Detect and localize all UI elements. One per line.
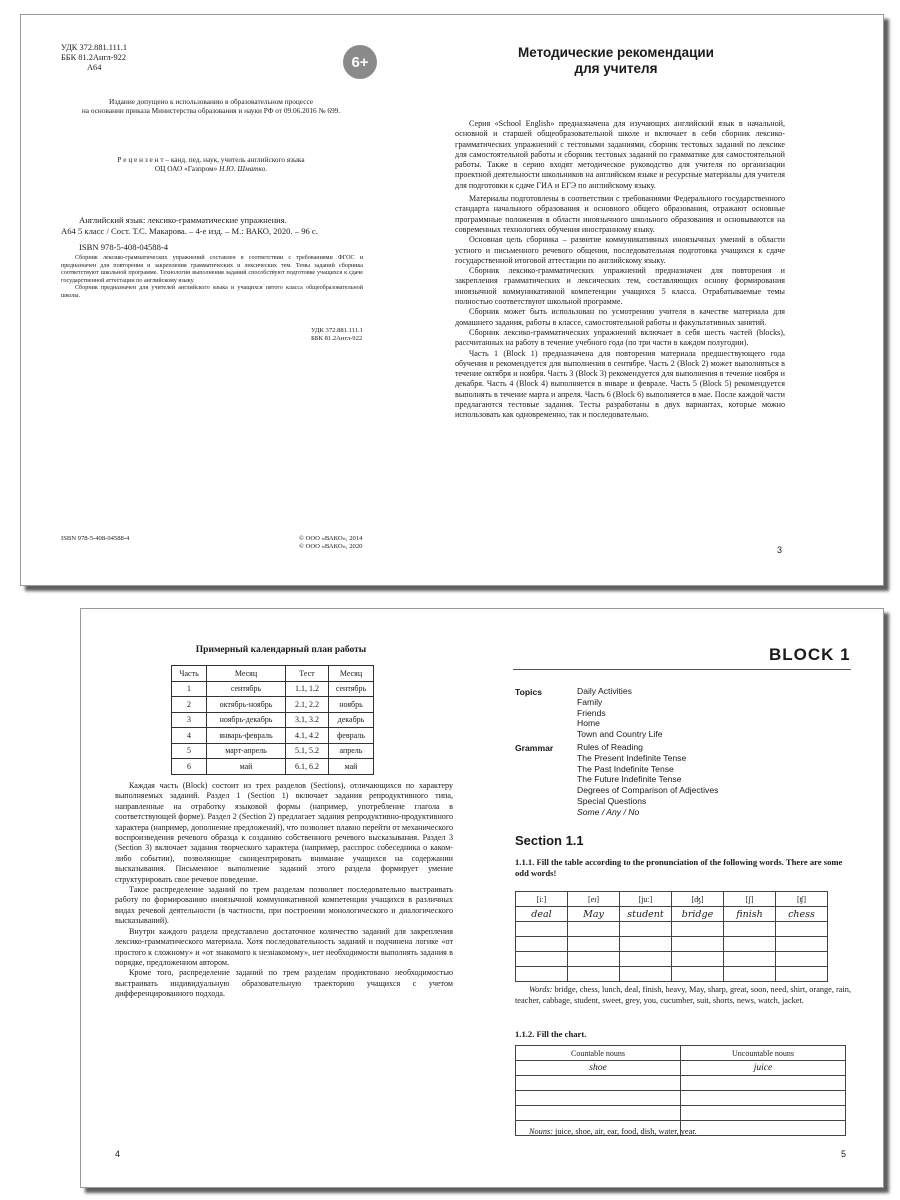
annotation-paragraph: Сборник лексико-грамматических упражнений составлен в соответствии с требованиями ФГОС и предназначен для повторения и закрепления грамматических и лексических тем. Темы заданий сборника соответствуют школьной программе. Технологии выполнения заданий способствуют подготовке учащихся к сдаче государственной аттестации по английскому языку.	[61, 255, 363, 284]
classification-codes-2	[311, 327, 363, 342]
task-2-title: 1.1.2. Fill the chart.	[515, 1029, 587, 1039]
table-cell: сентябрь	[207, 681, 286, 697]
table-header-row	[516, 892, 828, 907]
recommendations-title	[451, 45, 781, 77]
recommendations-text	[455, 119, 785, 421]
table-cell[interactable]	[620, 937, 672, 952]
bbk-code-2: ББК 81.2Англ-922	[311, 334, 363, 342]
table-header-cell: [eɪ]	[568, 892, 620, 907]
table-row	[516, 952, 828, 967]
page-number: 3	[777, 545, 783, 555]
top-spread	[20, 14, 884, 586]
bottom-spread	[80, 608, 884, 1188]
copyright	[299, 535, 362, 550]
table-row	[172, 728, 374, 744]
table-cell: 5.1, 5.2	[286, 743, 329, 759]
paragraph: Часть 1 (Block 1) предназначена для повторения материала предшествующего года обучения и рекомендуется для выполнения в сентябре. Часть 2 (Block 2) может выполняться в течение октября и ноября. Часть 3 (Block 3) рекомендуется для выполнения в течение ноября и декабря. Часть 4 (Block 4) выполняется в январе и феврале. Часть 5 (Block 5) рекомендуется выполнять в течение марта и апреля. Часть 6 (Block 6) выполняется в мае. После каждой части предлагаются тестовые задания. Тесты разработаны в двух вариантах, которые можно использовать как одновременно, так и последовательно.	[455, 348, 785, 420]
table-cell[interactable]	[724, 922, 776, 937]
topics-label: Topics	[515, 687, 543, 697]
table-row	[516, 1076, 846, 1091]
recommendations-title-line: для учителя	[574, 61, 658, 76]
table-cell: student	[620, 907, 672, 922]
table-header-cell: Countable nouns	[516, 1046, 681, 1061]
list-item: Family	[577, 696, 603, 707]
table-cell[interactable]	[724, 937, 776, 952]
words-list	[515, 985, 851, 1006]
list-item: Town and Country Life	[577, 729, 663, 740]
table-cell: 6.1, 6.2	[286, 759, 329, 775]
nouns-text: juice, shoe, air, ear, food, dish, water, year.	[552, 1127, 697, 1136]
table-cell[interactable]	[776, 967, 828, 982]
approval-note	[61, 97, 361, 115]
nouns-label: Nouns:	[529, 1127, 553, 1136]
table-cell[interactable]	[568, 967, 620, 982]
table-header-cell: Месяц	[207, 666, 286, 682]
page4-text	[115, 781, 453, 1000]
table-cell: октябрь-ноябрь	[207, 697, 286, 713]
table-header-cell: Тест	[286, 666, 329, 682]
paragraph: Такое распределение заданий по трем разделам позволяет последовательно выстраивать работу по формированию иноязычной коммуникативной компетенции учащихся в различных видах речевой деятельности (в частности, при построении монологического и диалогического высказываний).	[115, 885, 453, 926]
table-row	[172, 697, 374, 713]
table-cell[interactable]	[776, 937, 828, 952]
table-header-cell: [ʃ]	[724, 892, 776, 907]
copyright-line: © ООО «ВАКО», 2020	[299, 542, 363, 550]
table-cell[interactable]	[516, 952, 568, 967]
paragraph: Серия «School English» предназначена для изучающих английский язык в начальной, основной и старшей общеобразовательной школе и включает в себя сборник лексико-грамматических упражнений с тестовыми заданиями, сборник тестовых заданий по лексике для самостоятельной работы и сборник тестовых заданий по грамматике для самостоятельной работы. Также в серию входят методическое руководство для учителя по организации проектной деятельности школьников на английском языке и ресурсные материалы для учителя для подготовки к сдаче ГИА и ЕГЭ по английскому языку.	[455, 119, 785, 190]
udk-code: УДК 372.881.111.1	[61, 43, 128, 52]
table-cell[interactable]	[776, 952, 828, 967]
table-row	[516, 1091, 846, 1106]
pronunciation-table	[515, 891, 828, 982]
topics-list	[577, 686, 663, 740]
table-cell[interactable]	[776, 922, 828, 937]
table-row	[172, 681, 374, 697]
table-cell: 4	[172, 728, 207, 744]
list-item: Some / Any / No	[577, 806, 640, 817]
list-item: Rules of Reading	[577, 742, 643, 752]
annotation-paragraph: Сборник предназначен для учителей английского языка и учащихся пятого класса общеобразовательной школы.	[61, 285, 363, 299]
grammar-list	[577, 742, 718, 818]
table-cell: декабрь	[329, 712, 374, 728]
nouns-chart	[515, 1045, 846, 1136]
words-text: bridge, chess, lunch, deal, finish, heavy, May, sharp, great, soon, need, shirt, orange, rain, teacher, cabbage, student, sweet, grey, you, cucumber, suit, shorts, news, watch, jacket.	[515, 985, 851, 1005]
book-info: 5 класс / Сост. Т.С. Макарова. – 4-е изд. – М.: ВАКО, 2020. – 96 с.	[77, 226, 318, 236]
table-cell: май	[207, 759, 286, 775]
udk-code-2: УДК 372.881.111.1	[311, 327, 363, 334]
book-code: А64	[61, 226, 76, 236]
table-cell: shoe	[516, 1061, 681, 1076]
table-cell: май	[329, 759, 374, 775]
table-row	[516, 1106, 846, 1121]
list-item: Daily Activities	[577, 686, 632, 696]
list-item: Degrees of Comparison of Adjectives	[577, 785, 719, 796]
table-cell: juice	[681, 1061, 846, 1076]
page-number: 4	[115, 1149, 121, 1159]
bbk-code: ББК 81.2Англ-922	[61, 53, 127, 62]
paragraph: Сборник лексико-грамматических упражнений предназначен для повторения и закрепления грамматических и лексических тем, составляющих основу формирования иноязычной коммуникативной компетенции учащихся 5 класса. Отрабатываемые темы полностью соответствуют школьной программе.	[455, 266, 785, 307]
reviewer-line: Р е ц е н з е н т – канд. пед. наук, учитель английского языка	[117, 155, 305, 164]
paragraph: Основная цель сборника – развитие коммуникативных иноязычных умений в области устного и письменного речевого общения, последовательная подготовка учащихся к сдаче государственной итоговой аттестации по английскому языку.	[455, 235, 785, 265]
list-item: The Present Indefinite Tense	[577, 752, 687, 763]
table-cell[interactable]	[681, 1076, 846, 1091]
block-title: BLOCK 1	[769, 645, 851, 664]
table-cell[interactable]	[672, 952, 724, 967]
author-code: А64	[87, 63, 102, 72]
table-cell[interactable]	[681, 1091, 846, 1106]
page-number: 5	[841, 1149, 847, 1159]
table-cell[interactable]	[620, 952, 672, 967]
table-cell: ноябрь	[329, 697, 374, 713]
task-1-title: 1.1.1. Fill the table according to the pronunciation of the following words. There are some odd words!	[515, 857, 843, 878]
grammar-label: Grammar	[515, 743, 554, 753]
table-cell: May	[568, 907, 620, 922]
paragraph: Кроме того, распределение заданий по трем разделам продиктовано необходимостью выстраивать индивидуальную образовательную траекторию учащихся с учетом дифференцированного подхода.	[115, 968, 453, 999]
table-cell[interactable]	[516, 1091, 681, 1106]
table-cell[interactable]	[724, 952, 776, 967]
reviewer-org: ОЦ ОАО «Газпром»	[154, 164, 220, 173]
table-cell[interactable]	[620, 967, 672, 982]
table-row	[516, 922, 828, 937]
table-cell: 5	[172, 743, 207, 759]
table-cell: 3	[172, 712, 207, 728]
age-rating-badge: 6+	[343, 45, 377, 79]
table-cell[interactable]	[516, 937, 568, 952]
title-rule	[513, 669, 851, 670]
table-cell: chess	[776, 907, 828, 922]
isbn-footer: ISBN 978-5-408-04588-4	[61, 535, 130, 542]
table-cell: 4.1, 4.2	[286, 728, 329, 744]
isbn: ISBN 978-5-408-04588-4	[79, 242, 169, 252]
table-cell[interactable]	[568, 952, 620, 967]
table-cell: январь-февраль	[207, 728, 286, 744]
table-cell[interactable]	[672, 967, 724, 982]
list-item: The Past Indefinite Tense	[577, 763, 674, 774]
book-title: Английский язык: лексико-грамматические упражнения.	[79, 215, 287, 225]
list-item: Special Questions	[577, 795, 647, 806]
table-cell: 2.1, 2.2	[286, 697, 329, 713]
table-cell: февраль	[329, 728, 374, 744]
table-cell: 6	[172, 759, 207, 775]
table-cell[interactable]	[568, 922, 620, 937]
nouns-list	[529, 1127, 697, 1136]
table-header-cell: Uncountable nouns	[681, 1046, 846, 1061]
table-cell: 2	[172, 697, 207, 713]
words-label: Words:	[529, 985, 553, 994]
table-cell: ноябрь-декабрь	[207, 712, 286, 728]
table-cell: 1.1, 1.2	[286, 681, 329, 697]
table-cell[interactable]	[516, 1106, 681, 1121]
table-cell[interactable]	[516, 1076, 681, 1091]
approval-line: на основании приказа Министерства образования и науки РФ от 09.06.2016 № 699.	[81, 106, 341, 115]
table-header-cell: [iː]	[516, 892, 568, 907]
table-row	[172, 759, 374, 775]
table-cell: deal	[516, 907, 568, 922]
table-row	[172, 712, 374, 728]
table-cell: bridge	[672, 907, 724, 922]
table-cell[interactable]	[620, 922, 672, 937]
table-cell[interactable]	[516, 922, 568, 937]
paragraph: Материалы подготовлены в соответствии с требованиями Федерального государственного стандарта начального образования и основного общего образования, отражают основные программные положения в области иноязычного школьного образования и основываются на современных технологиях обучения иностранному языку.	[455, 194, 785, 234]
reviewer-name: Н.Ю. Шматко.	[219, 164, 268, 173]
table-cell[interactable]	[568, 937, 620, 952]
reviewer-line	[61, 164, 361, 173]
reviewer	[61, 155, 361, 173]
table-cell: сентябрь	[329, 681, 374, 697]
table-cell[interactable]	[681, 1121, 846, 1136]
paragraph: Сборник может быть использован по усмотрению учителя в качестве материала для домашнего задания, работы в классе, самостоятельной работы и факультативных занятий.	[455, 307, 785, 327]
table-cell[interactable]	[672, 937, 724, 952]
table-cell[interactable]	[516, 967, 568, 982]
paragraph: Сборник лексико-грамматических упражнений включает в себя шесть частей (blocks), рассчитанных на работу в течение учебного года (по три части в каждом полугодии).	[455, 327, 785, 348]
calendar-table	[171, 665, 374, 775]
table-cell: март-апрель	[207, 743, 286, 759]
table-cell: finish	[724, 907, 776, 922]
list-item: Home	[577, 718, 600, 729]
table-row	[516, 937, 828, 952]
table-cell[interactable]	[672, 922, 724, 937]
table-header-cell: [ʧ]	[776, 892, 828, 907]
table-cell[interactable]	[681, 1106, 846, 1121]
table-cell: 1	[172, 681, 207, 697]
table-row	[516, 907, 828, 922]
table-header-cell: Месяц	[329, 666, 374, 682]
table-header-row	[172, 666, 374, 682]
table-header-cell: [juː]	[620, 892, 672, 907]
table-cell[interactable]	[724, 967, 776, 982]
table-row	[516, 1061, 846, 1076]
recommendations-title-line: Методические рекомендации	[518, 45, 714, 60]
section-title: Section 1.1	[515, 833, 584, 848]
table-row	[516, 967, 828, 982]
table-row	[172, 743, 374, 759]
table-header-cell: [ʤ]	[672, 892, 724, 907]
approval-line: Издание допущено к использованию в образовательном процессе	[108, 97, 314, 106]
paragraph: Внутри каждого раздела представлено достаточное количество заданий для закрепления лексико-грамматического материала. Хотя последовательность заданий и подчинена логике «от простого к сложному» и «от знакомого к незнакомому», нет необходимости выполнять задания в порядке, предложенном автором.	[115, 926, 453, 967]
table-header-cell: Часть	[172, 666, 207, 682]
classification-codes	[61, 43, 127, 73]
annotation	[61, 255, 363, 301]
copyright-line: © ООО «ВАКО», 2014	[299, 535, 363, 542]
plan-title: Примерный календарный план работы	[195, 645, 367, 655]
table-header-row	[516, 1046, 846, 1061]
list-item: The Future Indefinite Tense	[577, 774, 682, 785]
table-cell: апрель	[329, 743, 374, 759]
bibliographic-record	[61, 215, 363, 253]
paragraph: Каждая часть (Block) состоит из трех разделов (Sections), отличающихся по характеру выполняемых заданий. Раздел 1 (Section 1) включает задания репродуктивного типа, направленные на отработку языковой формы (например, употребление глагола в соответствующей форме). Раздел 2 (Section 2) предлагает задания репродуктивно-продуктивного характера (например, дополнение предложений), что позволяет плавно перейти от механического воспроизведения речевого образца к созданию собственного речевого высказывания. Раздел 3 (Section 3) включает задания творческого характера (например, расспрос собеседника о каком-либо событии), позволяющие сконцентрировать внимание учащихся на содержании высказывания. Письменное выполнение заданий этого раздела формирует умение структурировать свое речевое поведение.	[115, 781, 453, 884]
list-item: Friends	[577, 707, 606, 718]
table-cell: 3.1, 3.2	[286, 712, 329, 728]
